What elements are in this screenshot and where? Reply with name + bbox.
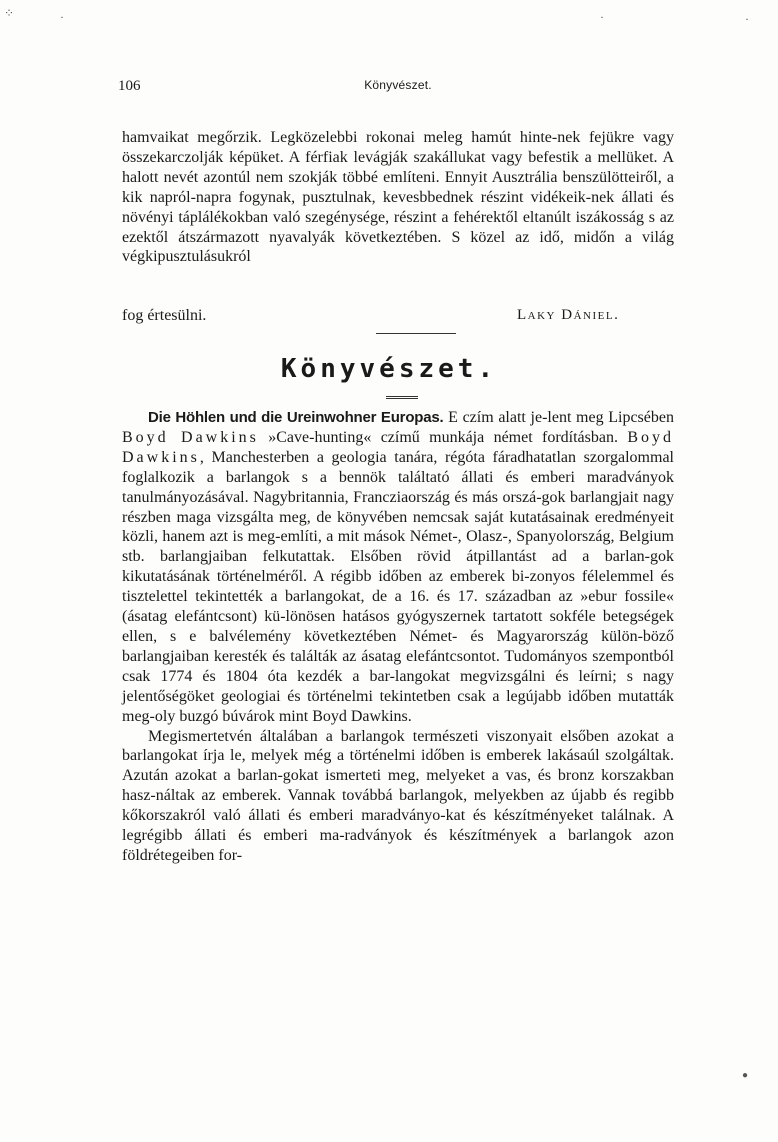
article [122,408,674,866]
section-title: Könyvészet. [280,354,498,384]
closing-line: fog értesülni. [122,307,207,324]
running-head [118,78,678,98]
article-paragraph: Megismertetvén általában a barlangok természeti viszonyait elsőben azokat a barlangokat írja le, melyek még a történelmi időben is emberek lakásaúl szolgáltak. Azután azokat a barlan-gokat ismerteti meg, melyeket a vas, és bronz korszakban hasz-náltak az emberek. Vannak továbbá barlangok, melyekben az újabb és regibb kőkorszakról való állati és emberi maradványo-kat és készítményeket találnak. A legrégibb állati és emberi ma-radványok és készítmények a barlangok azon földrétegeiben for- [122,727,674,864]
ink-speck: ● [742,1070,749,1081]
ink-speck: · [745,12,749,26]
continuation-paragraph [122,128,674,267]
article-paragraph [122,408,674,727]
author-signature: Laky Dániel. [517,307,620,323]
continuation-text: hamvaikat megőrzik. Legközelebbi rokonai meleg hamút hinte-nek fejükre vagy összekarczolják képüket. A férfiak levágják szakállukat vagy befestik a mellüket. A halott nevét azontúl nem szokják többé említeni. Ennyit Ausztrália benszülötteiről, a kik napról-napra fogynak, pusztulnak, kevesbbednek részint vidékeik-nek állati és növényi táplálékokban való szegénysége, részint a fehérektől eltanúlt iszákosság s az ezektől átszármazott nyavalyák következtében. S közel az idő, midőn a világ végkipusztulásukról [122,129,674,266]
article-text: »Cave-hunting« czímű munkája német fordításban. [258,428,628,446]
divider-rule [376,333,456,334]
running-title: Könyvészet. [364,78,432,92]
page-number: 106 [118,78,141,94]
ink-speck: · [60,10,64,24]
article-headline: Die Höhlen und die Ureinwohner Europas. [148,409,444,426]
article-text: , Manchesterben a geologia tanára, régóta fáradhatatlan szorgalommal foglalkozik a barlangok s a bennök találtató állati és emberi maradványok tanulmányozásával. Nagybritannia, Francziaország és más orszá-gok barlangjait nagy részben maga vizsgálta meg, de könyvében nemcsak saját kutatásainak eredményeit közli, hanem azt is meg-említi, a mit mások Német-, Olasz-, Spanyolország, Belgium stb. barlangjaiban felkutattak. Elsőben rövid átpillantást ad a barlan-gok kikutatásának történelméről. A régibb időben az emberek bi-zonyos félelemmel és tisztelettel tekintették a barlangokat, de a 16. és 17. században az »ebur fossile« (ásatag elefántcsont) kü-lönösen hatásos gyógyszernek tartatott sokféle betegségek ellen, s e balvélemény következtében Német- és Magyarország külön-böző barlangjaiban keresték és találták az ásatag elefántcsontot. Tudományos szempontból csak 1774 és 1804 óta kezdék a bar-langokat megvizsgálni és leírni; s nagy jelentőségöket geologiai és történelmi tekintetben csak a legújabb időben mutatták meg-oly buzgó búvárok mint Boyd Dawkins. [122,448,674,725]
author-name: Boyd Dawkins [122,428,259,446]
author-name: Boyd Dawkins [122,428,674,466]
ink-speck: · [600,10,604,24]
ink-speck: ⁘ [4,6,15,20]
double-rule [386,396,418,401]
article-text: E czím alatt je-lent meg Lipcsében [443,409,674,426]
